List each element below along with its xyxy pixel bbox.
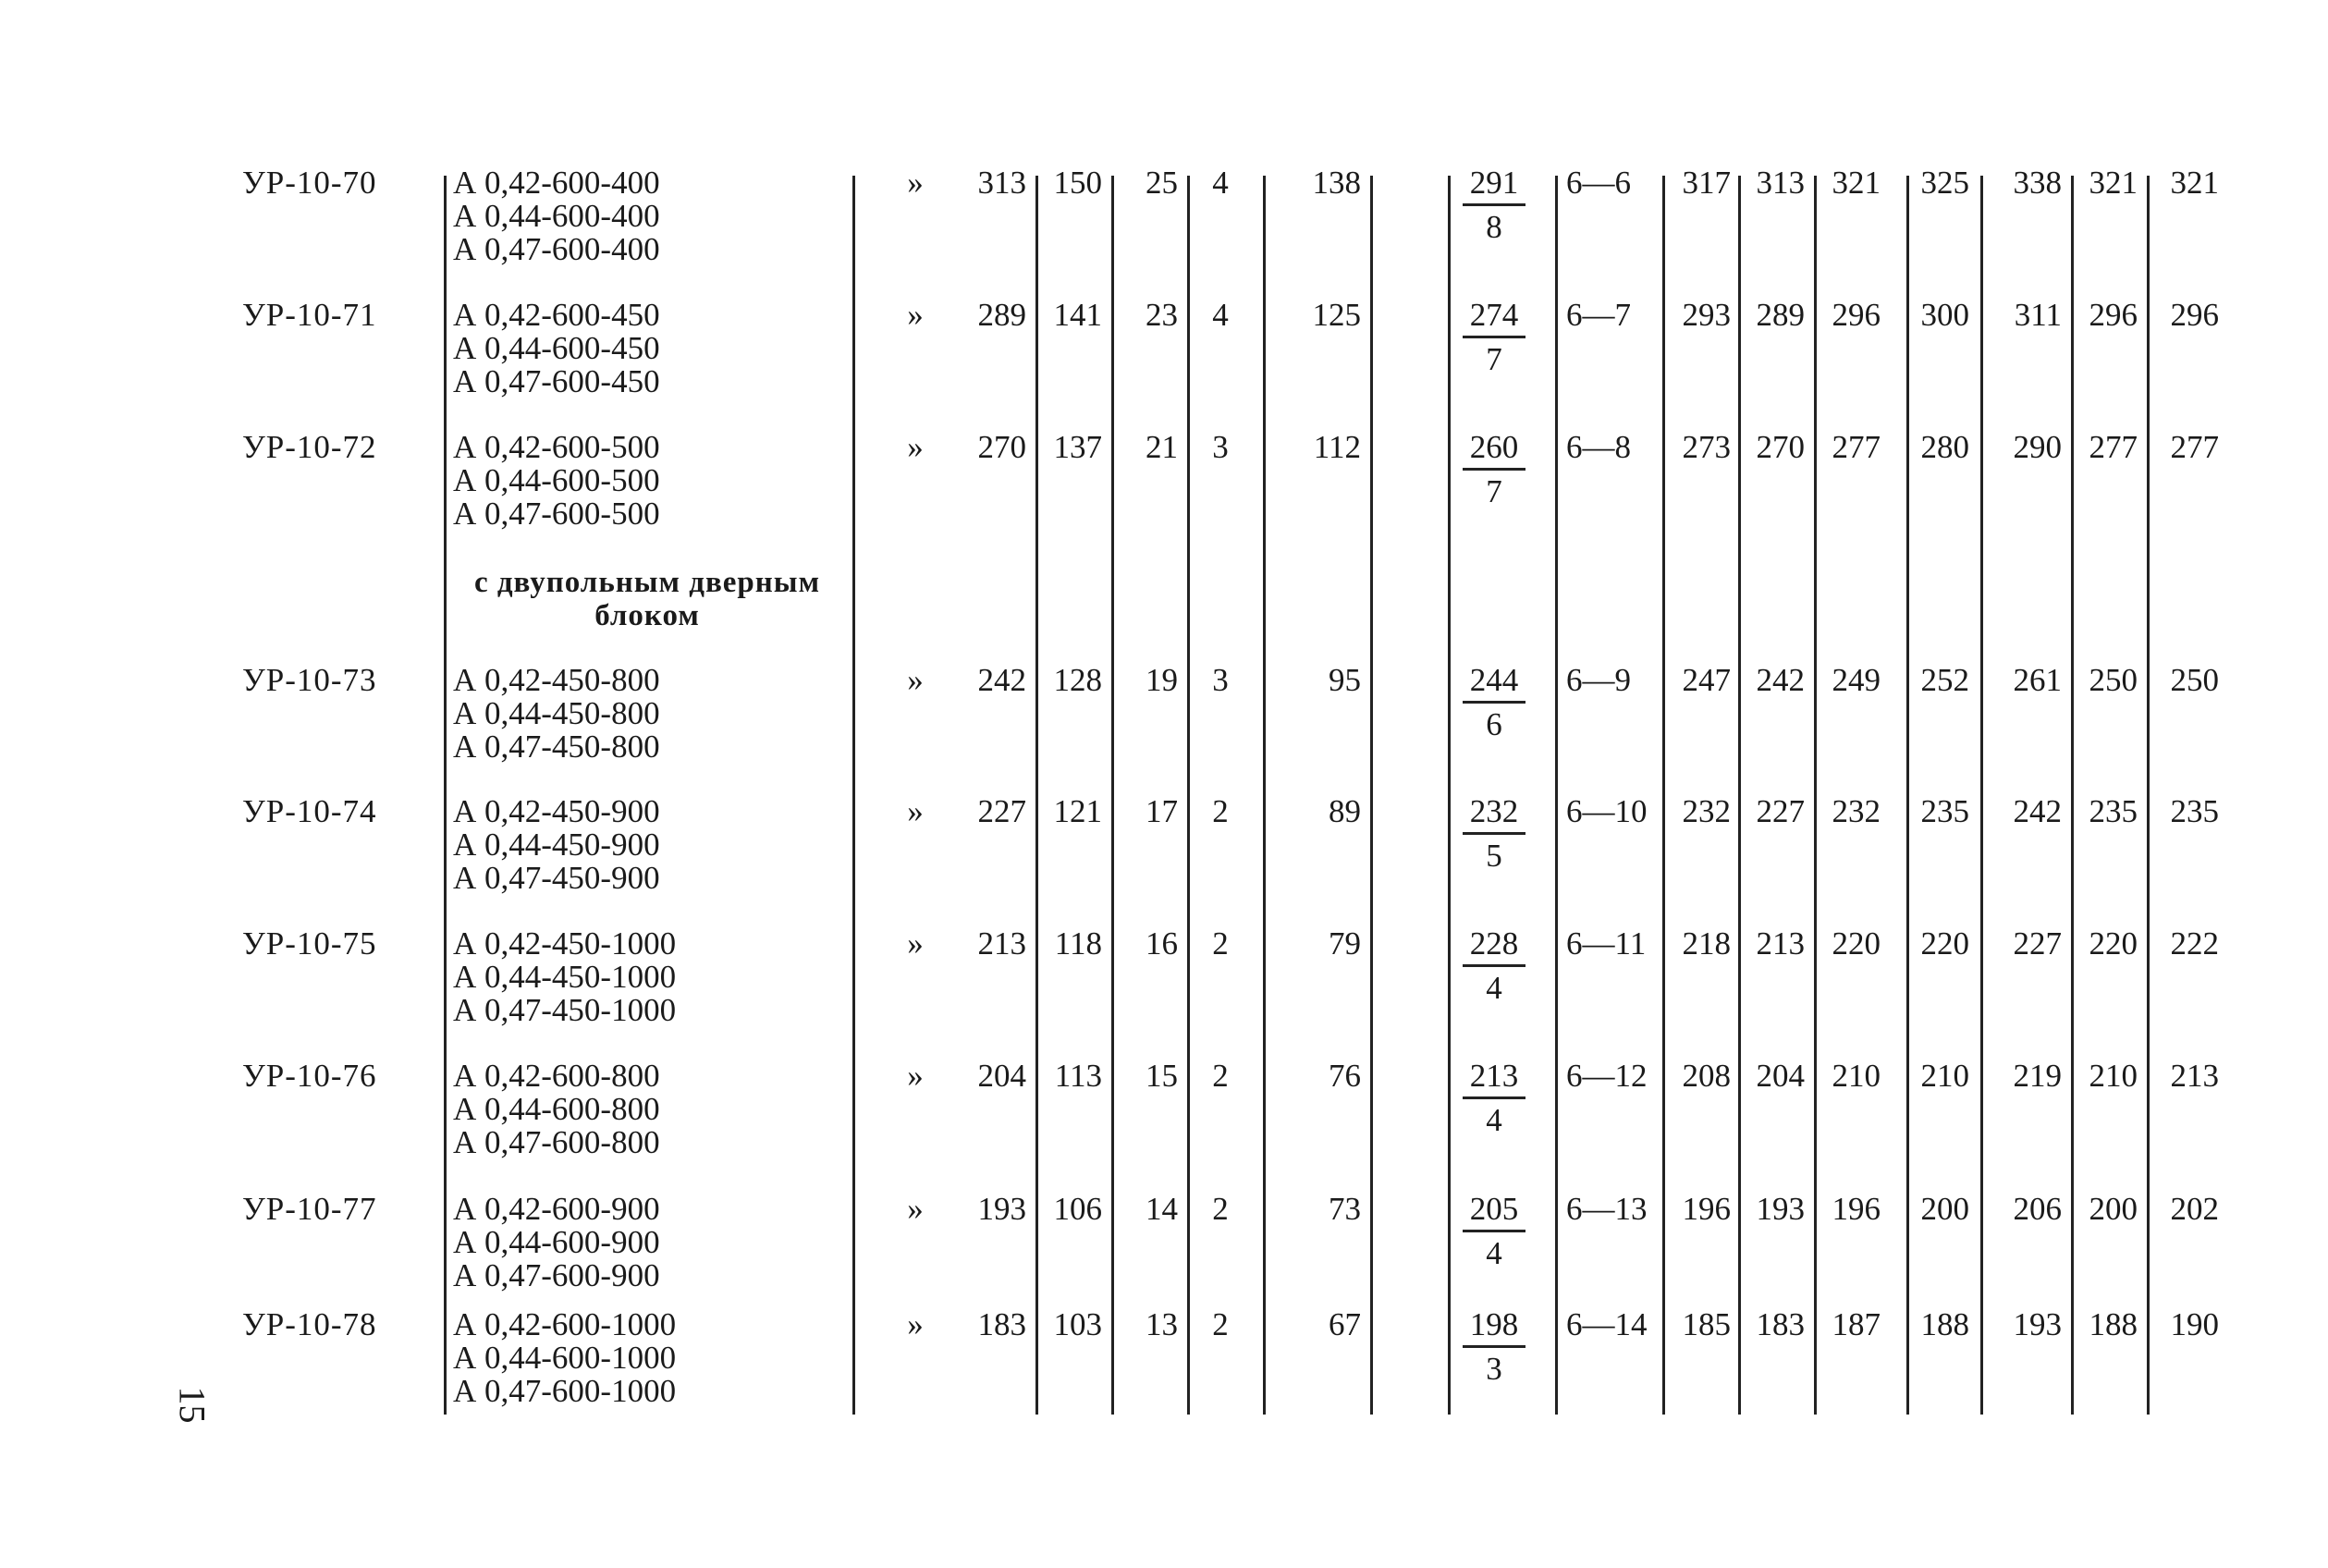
range-cell: 6—13 [1566, 1191, 1648, 1227]
ditto-mark: » [907, 793, 924, 829]
ditto-mark: » [907, 1191, 924, 1227]
fraction-denominator: 7 [1486, 473, 1502, 509]
value-cell: 204 [977, 1058, 1026, 1094]
fraction-denominator: 8 [1486, 209, 1502, 245]
row-code: УР-10-74 [242, 793, 377, 829]
value-cell: 249 [1832, 662, 1881, 698]
fraction-cell [1459, 1193, 1529, 1270]
row-code: УР-10-77 [242, 1191, 377, 1227]
fraction-denominator: 4 [1486, 1235, 1502, 1271]
value-cell: 185 [1682, 1306, 1731, 1342]
range-cell: 6—7 [1566, 297, 1631, 333]
spec-line: А 0,42-450-900 [453, 793, 660, 829]
value-cell: 227 [977, 793, 1026, 829]
fraction-cell [1459, 795, 1529, 873]
value-cell: 188 [1920, 1306, 1969, 1342]
value-cell: 227 [1756, 793, 1805, 829]
page-number: 15 [171, 1386, 214, 1424]
spec-line: А 0,44-450-900 [453, 827, 660, 863]
row-specs [453, 1308, 676, 1408]
value-cell: 3 [1212, 429, 1229, 465]
value-cell: 141 [1053, 297, 1102, 333]
spec-line: А 0,47-600-1000 [453, 1373, 677, 1409]
ditto-mark: » [907, 297, 924, 333]
row-code: УР-10-73 [242, 662, 377, 698]
value-cell: 202 [2170, 1191, 2219, 1227]
spec-line: А 0,47-600-900 [453, 1257, 660, 1293]
value-cell: 277 [2170, 429, 2219, 465]
range-cell: 6—11 [1566, 925, 1647, 962]
value-cell: 311 [2014, 297, 2062, 333]
value-cell: 280 [1920, 429, 1969, 465]
spec-line: А 0,44-600-450 [453, 330, 660, 366]
value-cell: 3 [1212, 662, 1229, 698]
spec-line: А 0,42-600-800 [453, 1058, 660, 1094]
value-cell: 232 [1832, 793, 1881, 829]
value-cell: 270 [1756, 429, 1805, 465]
fraction-cell [1459, 166, 1529, 244]
fraction-cell [1459, 1060, 1529, 1137]
value-cell: 2 [1212, 1058, 1229, 1094]
spec-line: А 0,47-600-800 [453, 1124, 660, 1160]
value-cell: 16 [1146, 925, 1178, 962]
ditto-mark: » [907, 165, 924, 201]
spec-line: А 0,42-600-900 [453, 1191, 660, 1227]
value-cell: 137 [1053, 429, 1102, 465]
value-cell: 317 [1682, 165, 1731, 201]
spec-line: А 0,44-600-500 [453, 462, 660, 498]
value-cell: 193 [977, 1191, 1026, 1227]
value-cell: 296 [1832, 297, 1881, 333]
value-cell: 208 [1682, 1058, 1731, 1094]
row-specs [453, 927, 676, 1027]
value-cell: 150 [1053, 165, 1102, 201]
value-cell: 313 [1756, 165, 1805, 201]
value-cell: 138 [1312, 165, 1361, 201]
spec-line: А 0,47-450-900 [453, 860, 660, 896]
ditto-mark: » [907, 1306, 924, 1342]
spec-line: А 0,44-600-800 [453, 1091, 660, 1127]
value-cell: 89 [1329, 793, 1361, 829]
value-cell: 220 [1920, 925, 1969, 962]
fraction-numerator: 274 [1469, 297, 1519, 333]
value-cell: 188 [2089, 1306, 2138, 1342]
value-cell: 2 [1212, 925, 1229, 962]
row-code: УР-10-72 [242, 429, 377, 465]
value-cell: 213 [1756, 925, 1805, 962]
value-cell: 13 [1146, 1306, 1178, 1342]
fraction-denominator: 4 [1486, 970, 1502, 1006]
value-cell: 321 [2089, 165, 2138, 201]
value-cell: 296 [2089, 297, 2138, 333]
fraction-bar [1463, 1230, 1525, 1232]
value-cell: 219 [2013, 1058, 2062, 1094]
range-cell: 6—10 [1566, 793, 1648, 829]
value-cell: 210 [1832, 1058, 1881, 1094]
spec-line: А 0,44-450-1000 [453, 959, 677, 995]
spec-line: А 0,47-450-800 [453, 729, 660, 765]
range-cell: 6—12 [1566, 1058, 1648, 1094]
fraction-cell [1459, 664, 1529, 741]
fraction-denominator: 3 [1486, 1351, 1502, 1387]
value-cell: 25 [1146, 165, 1178, 201]
fraction-bar [1463, 468, 1525, 471]
value-cell: 76 [1329, 1058, 1361, 1094]
value-cell: 21 [1146, 429, 1178, 465]
value-cell: 106 [1053, 1191, 1102, 1227]
value-cell: 200 [1920, 1191, 1969, 1227]
value-cell: 321 [1832, 165, 1881, 201]
value-cell: 235 [2089, 793, 2138, 829]
value-cell: 193 [1756, 1191, 1805, 1227]
fraction-numerator: 291 [1469, 165, 1519, 201]
value-cell: 128 [1053, 662, 1102, 698]
fraction-cell [1459, 431, 1529, 508]
fraction-bar [1463, 832, 1525, 835]
value-cell: 222 [2170, 925, 2219, 962]
spec-line: А 0,42-600-500 [453, 429, 660, 465]
value-cell: 325 [1920, 165, 1969, 201]
value-cell: 235 [2170, 793, 2219, 829]
value-cell: 289 [1756, 297, 1805, 333]
value-cell: 235 [1920, 793, 1969, 829]
row-code: УР-10-71 [242, 297, 377, 333]
ditto-mark: » [907, 429, 924, 465]
value-cell: 277 [2089, 429, 2138, 465]
value-cell: 125 [1312, 297, 1361, 333]
value-cell: 193 [2013, 1306, 2062, 1342]
table-row [0, 1308, 2328, 1438]
row-code: УР-10-78 [242, 1306, 377, 1342]
value-cell: 220 [2089, 925, 2138, 962]
table-row [0, 1060, 2328, 1189]
value-cell: 338 [2013, 165, 2062, 201]
value-cell: 15 [1146, 1058, 1178, 1094]
spec-line: А 0,42-600-450 [453, 297, 660, 333]
table-row [0, 166, 2328, 296]
row-specs [453, 299, 660, 398]
value-cell: 4 [1212, 297, 1229, 333]
value-cell: 79 [1329, 925, 1361, 962]
table-row [0, 795, 2328, 925]
value-cell: 250 [2170, 662, 2219, 698]
value-cell: 112 [1313, 429, 1361, 465]
table-row [0, 299, 2328, 428]
fraction-bar [1463, 964, 1525, 967]
range-cell: 6—6 [1566, 165, 1631, 201]
fraction-bar [1463, 1096, 1525, 1099]
row-specs [453, 166, 660, 266]
value-cell: 210 [2089, 1058, 2138, 1094]
value-cell: 17 [1146, 793, 1178, 829]
value-cell: 220 [1832, 925, 1881, 962]
fraction-bar [1463, 1345, 1525, 1348]
value-cell: 227 [2013, 925, 2062, 962]
value-cell: 73 [1329, 1191, 1361, 1227]
value-cell: 277 [1832, 429, 1881, 465]
value-cell: 252 [1920, 662, 1969, 698]
spec-line: А 0,44-600-1000 [453, 1340, 677, 1376]
fraction-numerator: 198 [1469, 1306, 1519, 1342]
value-cell: 183 [977, 1306, 1026, 1342]
value-cell: 196 [1832, 1191, 1881, 1227]
value-cell: 321 [2170, 165, 2219, 201]
row-specs [453, 1193, 660, 1292]
value-cell: 290 [2013, 429, 2062, 465]
fraction-cell [1459, 1308, 1529, 1386]
value-cell: 242 [977, 662, 1026, 698]
fraction-denominator: 6 [1486, 706, 1502, 742]
value-cell: 103 [1053, 1306, 1102, 1342]
row-code: УР-10-75 [242, 925, 377, 962]
value-cell: 2 [1212, 1306, 1229, 1342]
spec-line: А 0,42-450-800 [453, 662, 660, 698]
value-cell: 2 [1212, 1191, 1229, 1227]
value-cell: 210 [1920, 1058, 1969, 1094]
value-cell: 247 [1682, 662, 1731, 698]
spec-line: А 0,44-600-400 [453, 198, 660, 234]
table-row [0, 927, 2328, 1057]
fraction-numerator: 205 [1469, 1191, 1519, 1227]
value-cell: 293 [1682, 297, 1731, 333]
value-cell: 2 [1212, 793, 1229, 829]
spec-line: А 0,42-600-400 [453, 165, 660, 201]
row-specs [453, 664, 660, 764]
fraction-denominator: 5 [1486, 838, 1502, 874]
value-cell: 19 [1146, 662, 1178, 698]
value-cell: 204 [1756, 1058, 1805, 1094]
ditto-mark: » [907, 662, 924, 698]
ditto-mark: » [907, 1058, 924, 1094]
fraction-cell [1459, 927, 1529, 1005]
value-cell: 289 [977, 297, 1026, 333]
value-cell: 118 [1054, 925, 1102, 962]
value-cell: 200 [2089, 1191, 2138, 1227]
row-specs [453, 431, 660, 531]
fraction-denominator: 4 [1486, 1102, 1502, 1138]
fraction-cell [1459, 299, 1529, 376]
fraction-denominator: 7 [1486, 341, 1502, 377]
value-cell: 313 [977, 165, 1026, 201]
section-heading: с двупольным дверным блоком [473, 566, 821, 632]
value-cell: 95 [1329, 662, 1361, 698]
spec-line: А 0,44-600-900 [453, 1224, 660, 1260]
spec-line: А 0,47-450-1000 [453, 992, 677, 1028]
value-cell: 187 [1832, 1306, 1881, 1342]
fraction-bar [1463, 701, 1525, 704]
value-cell: 67 [1329, 1306, 1361, 1342]
value-cell: 113 [1054, 1058, 1102, 1094]
fraction-numerator: 244 [1469, 662, 1519, 698]
fraction-numerator: 213 [1469, 1058, 1519, 1094]
row-code: УР-10-76 [242, 1058, 377, 1094]
row-specs [453, 1060, 660, 1159]
spec-line: А 0,47-600-400 [453, 231, 660, 267]
value-cell: 242 [1756, 662, 1805, 698]
row-specs [453, 795, 660, 895]
value-cell: 213 [977, 925, 1026, 962]
spec-line: А 0,47-600-450 [453, 363, 660, 399]
value-cell: 213 [2170, 1058, 2219, 1094]
fraction-numerator: 232 [1469, 793, 1519, 829]
table-row [0, 1193, 2328, 1322]
row-code: УР-10-70 [242, 165, 377, 201]
value-cell: 4 [1212, 165, 1229, 201]
spec-line: А 0,42-600-1000 [453, 1306, 677, 1342]
value-cell: 242 [2013, 793, 2062, 829]
value-cell: 14 [1146, 1191, 1178, 1227]
value-cell: 218 [1682, 925, 1731, 962]
value-cell: 206 [2013, 1191, 2062, 1227]
value-cell: 296 [2170, 297, 2219, 333]
value-cell: 183 [1756, 1306, 1805, 1342]
value-cell: 300 [1920, 297, 1969, 333]
value-cell: 273 [1682, 429, 1731, 465]
fraction-bar [1463, 203, 1525, 206]
table-row [0, 664, 2328, 793]
spec-line: А 0,42-450-1000 [453, 925, 677, 962]
value-cell: 196 [1682, 1191, 1731, 1227]
value-cell: 232 [1682, 793, 1731, 829]
fraction-numerator: 228 [1469, 925, 1519, 962]
ditto-mark: » [907, 925, 924, 962]
spec-line: А 0,47-600-500 [453, 496, 660, 532]
table-row [0, 431, 2328, 560]
value-cell: 261 [2013, 662, 2062, 698]
value-cell: 23 [1146, 297, 1178, 333]
range-cell: 6—14 [1566, 1306, 1648, 1342]
range-cell: 6—8 [1566, 429, 1631, 465]
fraction-bar [1463, 336, 1525, 338]
value-cell: 121 [1053, 793, 1102, 829]
value-cell: 250 [2089, 662, 2138, 698]
spec-line: А 0,44-450-800 [453, 695, 660, 731]
range-cell: 6—9 [1566, 662, 1631, 698]
value-cell: 190 [2170, 1306, 2219, 1342]
fraction-numerator: 260 [1469, 429, 1519, 465]
value-cell: 270 [977, 429, 1026, 465]
